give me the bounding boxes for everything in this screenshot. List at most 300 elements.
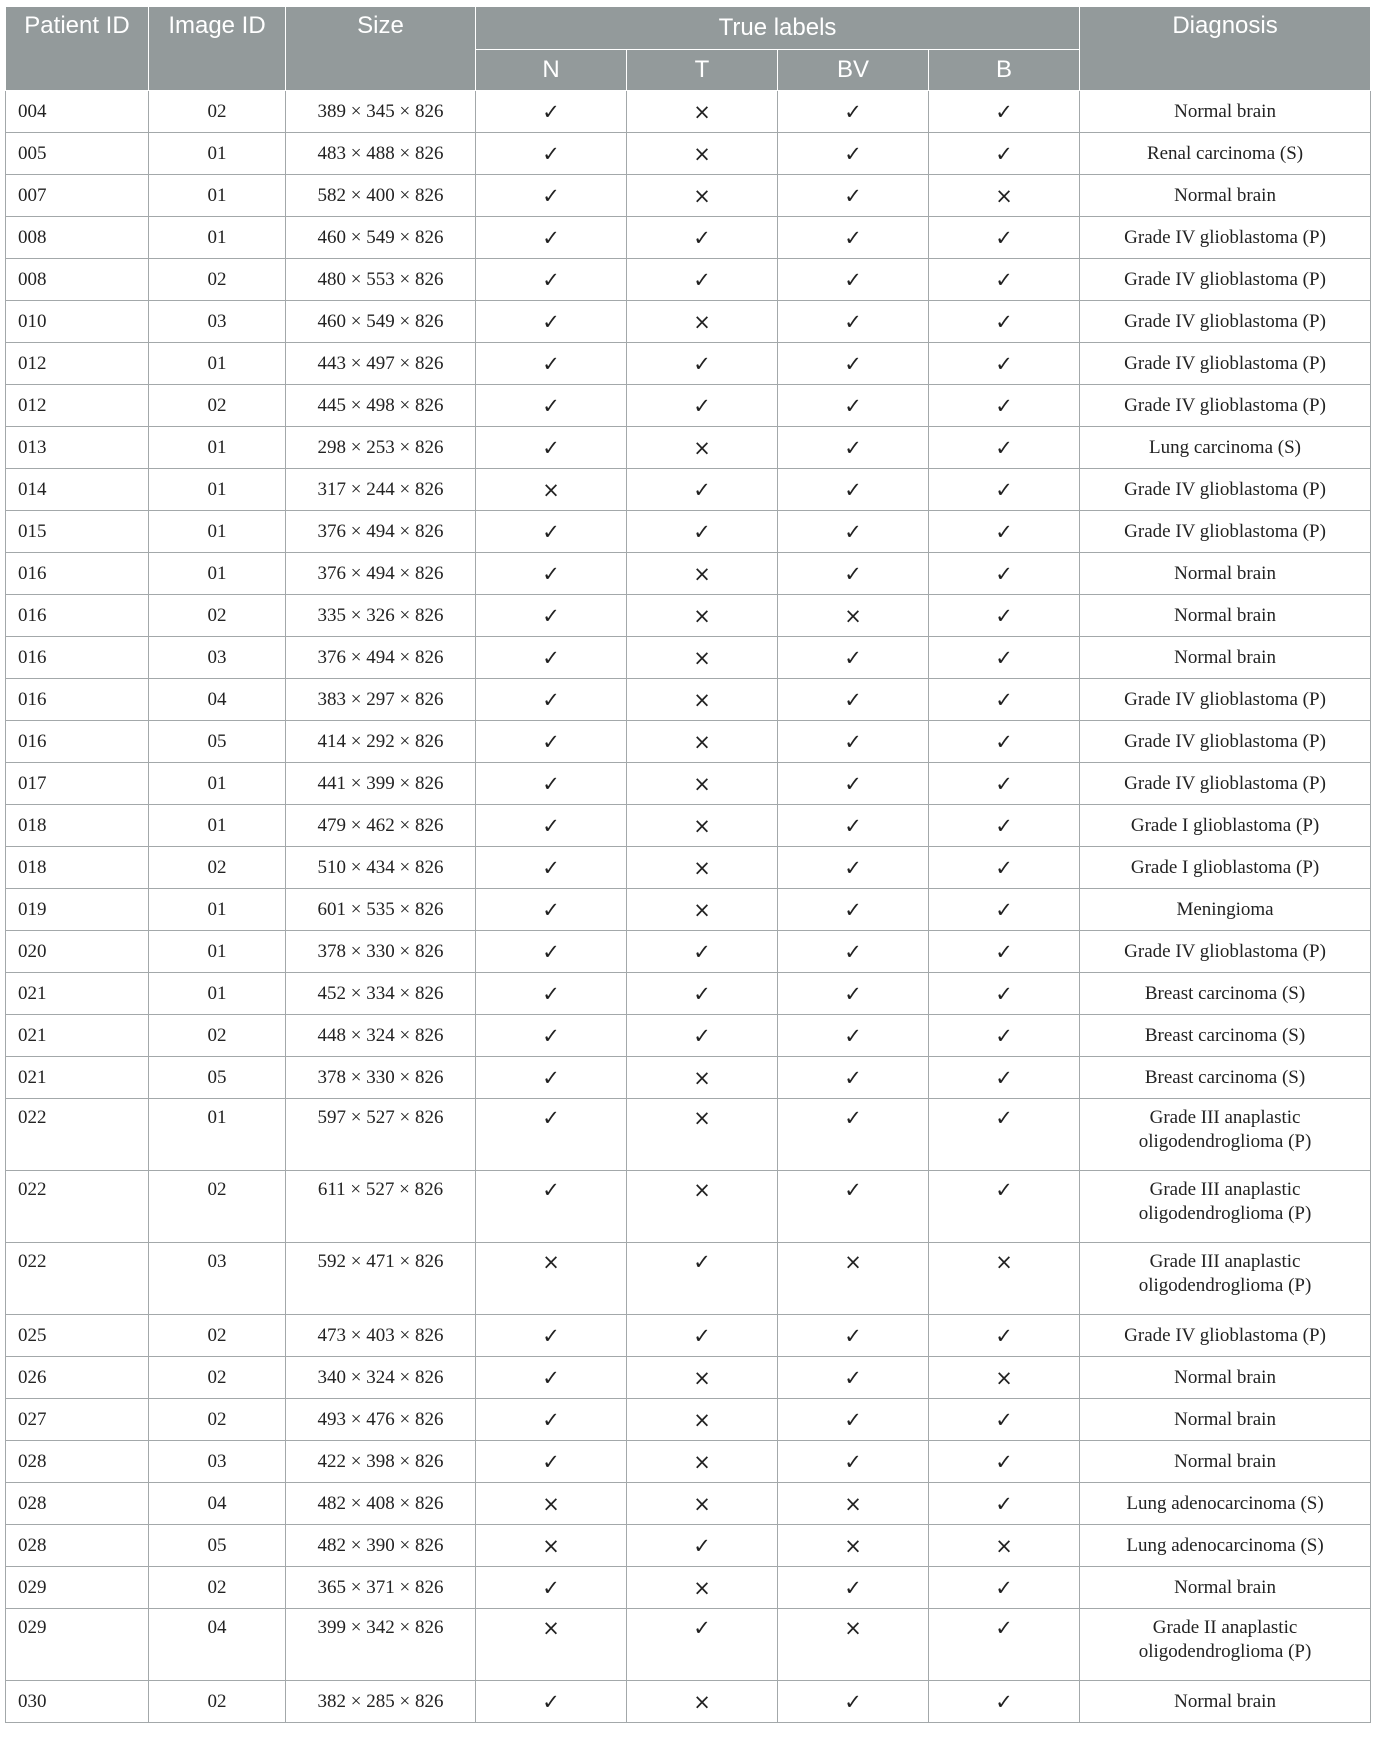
table-row bbox=[6, 805, 1371, 847]
patient-id-cell: 012 bbox=[6, 385, 149, 427]
label-b-cell: ✓ bbox=[929, 1171, 1080, 1243]
table-row bbox=[6, 133, 1371, 175]
patient-id-cell: 013 bbox=[6, 427, 149, 469]
table-row bbox=[6, 1243, 1371, 1315]
image-id-cell: 01 bbox=[149, 763, 286, 805]
diagnosis-text: Normal brain bbox=[1174, 562, 1276, 584]
diagnosis-cell bbox=[1080, 1681, 1371, 1723]
diagnosis-text: Grade IV glioblastoma (P) bbox=[1124, 268, 1326, 290]
label-t-cell: × bbox=[627, 133, 778, 175]
table-row bbox=[6, 511, 1371, 553]
size-cell: 376 × 494 × 826 bbox=[286, 637, 476, 679]
label-n-cell: × bbox=[476, 1483, 627, 1525]
patient-id-cell: 005 bbox=[6, 133, 149, 175]
label-n-cell: × bbox=[476, 469, 627, 511]
header-label-b: B bbox=[929, 50, 1080, 91]
patient-id-cell: 018 bbox=[6, 805, 149, 847]
patient-id-cell: 028 bbox=[6, 1441, 149, 1483]
table-row bbox=[6, 301, 1371, 343]
table-row bbox=[6, 469, 1371, 511]
diagnosis-text: Lung adenocarcinoma (S) bbox=[1126, 1534, 1324, 1556]
image-id-cell: 02 bbox=[149, 1399, 286, 1441]
table-row bbox=[6, 217, 1371, 259]
label-t-cell: × bbox=[627, 1567, 778, 1609]
diagnosis-text-line-2: oligodendroglioma (P) bbox=[1138, 1641, 1312, 1662]
image-id-cell: 05 bbox=[149, 1525, 286, 1567]
label-n-cell: ✓ bbox=[476, 763, 627, 805]
image-id-cell: 02 bbox=[149, 1681, 286, 1723]
diagnosis-text: Grade IV glioblastoma (P) bbox=[1124, 940, 1326, 962]
diagnosis-text: Grade IV glioblastoma (P) bbox=[1124, 352, 1326, 374]
header-size: Size bbox=[286, 7, 476, 91]
label-b-cell: ✓ bbox=[929, 259, 1080, 301]
patient-id-cell: 016 bbox=[6, 595, 149, 637]
diagnosis-cell bbox=[1080, 259, 1371, 301]
label-t-cell: ✓ bbox=[627, 1243, 778, 1315]
patient-id-cell: 015 bbox=[6, 511, 149, 553]
label-bv-cell: ✓ bbox=[778, 679, 929, 721]
patient-id-cell: 016 bbox=[6, 721, 149, 763]
patient-id-cell: 025 bbox=[6, 1315, 149, 1357]
label-n-cell: ✓ bbox=[476, 133, 627, 175]
diagnosis-text-line-2: oligodendroglioma (P) bbox=[1138, 1131, 1312, 1152]
diagnosis-cell bbox=[1080, 679, 1371, 721]
diagnosis-text-line-2: oligodendroglioma (P) bbox=[1138, 1275, 1312, 1296]
label-bv-cell: ✓ bbox=[778, 805, 929, 847]
label-b-cell: ✓ bbox=[929, 1609, 1080, 1681]
image-id-cell: 04 bbox=[149, 1609, 286, 1681]
table-row bbox=[6, 343, 1371, 385]
diagnosis-cell bbox=[1080, 427, 1371, 469]
diagnosis-cell bbox=[1080, 343, 1371, 385]
label-b-cell: ✓ bbox=[929, 1015, 1080, 1057]
diagnosis-text: Normal brain bbox=[1174, 1450, 1276, 1472]
patient-id-cell: 021 bbox=[6, 1015, 149, 1057]
diagnosis-text: Meningioma bbox=[1176, 898, 1274, 920]
size-cell: 378 × 330 × 826 bbox=[286, 931, 476, 973]
label-b-cell: ✓ bbox=[929, 469, 1080, 511]
label-n-cell: ✓ bbox=[476, 1399, 627, 1441]
image-id-cell: 02 bbox=[149, 1357, 286, 1399]
diagnosis-cell bbox=[1080, 301, 1371, 343]
table-row bbox=[6, 973, 1371, 1015]
label-n-cell: ✓ bbox=[476, 553, 627, 595]
label-b-cell: ✓ bbox=[929, 343, 1080, 385]
image-id-cell: 01 bbox=[149, 1099, 286, 1171]
table-row bbox=[6, 763, 1371, 805]
diagnosis-text: Grade III anaplastic bbox=[1149, 1179, 1301, 1200]
label-bv-cell: ✓ bbox=[778, 133, 929, 175]
patient-id-cell: 018 bbox=[6, 847, 149, 889]
diagnosis-text: Grade IV glioblastoma (P) bbox=[1124, 1324, 1326, 1346]
label-bv-cell: ✓ bbox=[778, 637, 929, 679]
label-t-cell: × bbox=[627, 91, 778, 133]
patient-id-cell: 014 bbox=[6, 469, 149, 511]
label-bv-cell: × bbox=[778, 1243, 929, 1315]
size-cell: 473 × 403 × 826 bbox=[286, 1315, 476, 1357]
table-row bbox=[6, 1357, 1371, 1399]
label-bv-cell: ✓ bbox=[778, 973, 929, 1015]
header-label-t: T bbox=[627, 50, 778, 91]
table-row bbox=[6, 1171, 1371, 1243]
label-bv-cell: ✓ bbox=[778, 1171, 929, 1243]
diagnosis-text: Breast carcinoma (S) bbox=[1144, 1066, 1306, 1088]
label-b-cell: ✓ bbox=[929, 973, 1080, 1015]
patient-id-cell: 026 bbox=[6, 1357, 149, 1399]
image-id-cell: 01 bbox=[149, 427, 286, 469]
label-t-cell: × bbox=[627, 847, 778, 889]
size-cell: 335 × 326 × 826 bbox=[286, 595, 476, 637]
patient-id-cell: 010 bbox=[6, 301, 149, 343]
table-row bbox=[6, 1015, 1371, 1057]
table-row bbox=[6, 847, 1371, 889]
label-n-cell: ✓ bbox=[476, 427, 627, 469]
label-bv-cell: × bbox=[778, 1609, 929, 1681]
label-bv-cell: ✓ bbox=[778, 763, 929, 805]
label-b-cell: ✓ bbox=[929, 679, 1080, 721]
size-cell: 389 × 345 × 826 bbox=[286, 91, 476, 133]
label-n-cell: ✓ bbox=[476, 973, 627, 1015]
label-t-cell: × bbox=[627, 427, 778, 469]
image-id-cell: 03 bbox=[149, 301, 286, 343]
diagnosis-text: Normal brain bbox=[1174, 1690, 1276, 1712]
diagnosis-text: Grade II anaplastic bbox=[1152, 1617, 1298, 1638]
patient-id-cell: 022 bbox=[6, 1171, 149, 1243]
label-bv-cell: ✓ bbox=[778, 301, 929, 343]
label-n-cell: ✓ bbox=[476, 805, 627, 847]
size-cell: 510 × 434 × 826 bbox=[286, 847, 476, 889]
size-cell: 382 × 285 × 826 bbox=[286, 1681, 476, 1723]
label-b-cell: ✓ bbox=[929, 595, 1080, 637]
diagnosis-text: Grade IV glioblastoma (P) bbox=[1124, 310, 1326, 332]
size-cell: 422 × 398 × 826 bbox=[286, 1441, 476, 1483]
image-id-cell: 03 bbox=[149, 1243, 286, 1315]
label-bv-cell: ✓ bbox=[778, 91, 929, 133]
header-label-n: N bbox=[476, 50, 627, 91]
label-bv-cell: ✓ bbox=[778, 889, 929, 931]
table-row bbox=[6, 637, 1371, 679]
patient-id-cell: 008 bbox=[6, 217, 149, 259]
label-b-cell: ✓ bbox=[929, 1681, 1080, 1723]
diagnosis-cell bbox=[1080, 889, 1371, 931]
label-t-cell: × bbox=[627, 553, 778, 595]
patient-id-cell: 007 bbox=[6, 175, 149, 217]
label-t-cell: × bbox=[627, 595, 778, 637]
label-n-cell: ✓ bbox=[476, 217, 627, 259]
diagnosis-text: Normal brain bbox=[1174, 1366, 1276, 1388]
size-cell: 482 × 408 × 826 bbox=[286, 1483, 476, 1525]
label-n-cell: ✓ bbox=[476, 931, 627, 973]
patient-id-cell: 028 bbox=[6, 1525, 149, 1567]
size-cell: 376 × 494 × 826 bbox=[286, 553, 476, 595]
label-n-cell: × bbox=[476, 1243, 627, 1315]
image-id-cell: 02 bbox=[149, 1171, 286, 1243]
diagnosis-cell bbox=[1080, 385, 1371, 427]
size-cell: 441 × 399 × 826 bbox=[286, 763, 476, 805]
label-t-cell: × bbox=[627, 1099, 778, 1171]
label-n-cell: ✓ bbox=[476, 595, 627, 637]
image-id-cell: 01 bbox=[149, 889, 286, 931]
label-bv-cell: × bbox=[778, 595, 929, 637]
diagnosis-cell bbox=[1080, 1099, 1371, 1171]
diagnosis-cell bbox=[1080, 721, 1371, 763]
label-bv-cell: ✓ bbox=[778, 1315, 929, 1357]
label-t-cell: ✓ bbox=[627, 1609, 778, 1681]
label-n-cell: ✓ bbox=[476, 385, 627, 427]
size-cell: 460 × 549 × 826 bbox=[286, 301, 476, 343]
label-n-cell: ✓ bbox=[476, 343, 627, 385]
label-t-cell: × bbox=[627, 301, 778, 343]
label-b-cell: ✓ bbox=[929, 721, 1080, 763]
diagnosis-cell bbox=[1080, 931, 1371, 973]
diagnosis-cell bbox=[1080, 1399, 1371, 1441]
patient-id-cell: 022 bbox=[6, 1243, 149, 1315]
diagnosis-text: Grade III anaplastic bbox=[1149, 1251, 1301, 1272]
size-cell: 452 × 334 × 826 bbox=[286, 973, 476, 1015]
label-b-cell: × bbox=[929, 1357, 1080, 1399]
label-n-cell: ✓ bbox=[476, 1099, 627, 1171]
patient-id-cell: 016 bbox=[6, 553, 149, 595]
label-b-cell: ✓ bbox=[929, 847, 1080, 889]
label-bv-cell: ✓ bbox=[778, 343, 929, 385]
label-n-cell: ✓ bbox=[476, 1681, 627, 1723]
label-t-cell: ✓ bbox=[627, 931, 778, 973]
image-id-cell: 04 bbox=[149, 1483, 286, 1525]
size-cell: 443 × 497 × 826 bbox=[286, 343, 476, 385]
diagnosis-cell bbox=[1080, 973, 1371, 1015]
table-row bbox=[6, 1681, 1371, 1723]
label-bv-cell: ✓ bbox=[778, 1567, 929, 1609]
label-t-cell: ✓ bbox=[627, 511, 778, 553]
diagnosis-cell bbox=[1080, 133, 1371, 175]
label-t-cell: ✓ bbox=[627, 973, 778, 1015]
label-b-cell: ✓ bbox=[929, 1441, 1080, 1483]
label-t-cell: × bbox=[627, 1399, 778, 1441]
diagnosis-text: Normal brain bbox=[1174, 604, 1276, 626]
patient-id-cell: 029 bbox=[6, 1609, 149, 1681]
image-id-cell: 01 bbox=[149, 973, 286, 1015]
label-t-cell: × bbox=[627, 1171, 778, 1243]
label-b-cell: ✓ bbox=[929, 637, 1080, 679]
diagnosis-text: Normal brain bbox=[1174, 1576, 1276, 1598]
patient-id-cell: 030 bbox=[6, 1681, 149, 1723]
label-b-cell: ✓ bbox=[929, 217, 1080, 259]
diagnosis-cell bbox=[1080, 1525, 1371, 1567]
label-bv-cell: ✓ bbox=[778, 847, 929, 889]
image-id-cell: 01 bbox=[149, 469, 286, 511]
image-id-cell: 03 bbox=[149, 637, 286, 679]
diagnosis-text: Normal brain bbox=[1174, 1408, 1276, 1430]
size-cell: 582 × 400 × 826 bbox=[286, 175, 476, 217]
diagnosis-text: Grade IV glioblastoma (P) bbox=[1124, 730, 1326, 752]
label-b-cell: ✓ bbox=[929, 805, 1080, 847]
image-id-cell: 04 bbox=[149, 679, 286, 721]
diagnosis-text: Grade IV glioblastoma (P) bbox=[1124, 688, 1326, 710]
image-id-cell: 02 bbox=[149, 847, 286, 889]
image-id-cell: 05 bbox=[149, 1057, 286, 1099]
label-bv-cell: ✓ bbox=[778, 721, 929, 763]
size-cell: 414 × 292 × 826 bbox=[286, 721, 476, 763]
label-bv-cell: ✓ bbox=[778, 553, 929, 595]
data-table bbox=[5, 6, 1371, 1723]
patient-id-cell: 021 bbox=[6, 973, 149, 1015]
image-id-cell: 02 bbox=[149, 1315, 286, 1357]
size-cell: 592 × 471 × 826 bbox=[286, 1243, 476, 1315]
label-b-cell: ✓ bbox=[929, 511, 1080, 553]
patient-id-cell: 017 bbox=[6, 763, 149, 805]
diagnosis-text: Grade IV glioblastoma (P) bbox=[1124, 772, 1326, 794]
size-cell: 479 × 462 × 826 bbox=[286, 805, 476, 847]
label-t-cell: × bbox=[627, 175, 778, 217]
header-diagnosis: Diagnosis bbox=[1080, 7, 1371, 91]
image-id-cell: 01 bbox=[149, 133, 286, 175]
table-header bbox=[6, 7, 1371, 91]
label-bv-cell: ✓ bbox=[778, 175, 929, 217]
size-cell: 482 × 390 × 826 bbox=[286, 1525, 476, 1567]
label-bv-cell: ✓ bbox=[778, 427, 929, 469]
label-bv-cell: ✓ bbox=[778, 1399, 929, 1441]
patient-id-cell: 022 bbox=[6, 1099, 149, 1171]
table-row bbox=[6, 931, 1371, 973]
diagnosis-cell bbox=[1080, 175, 1371, 217]
table-row bbox=[6, 595, 1371, 637]
patient-id-cell: 004 bbox=[6, 91, 149, 133]
label-n-cell: ✓ bbox=[476, 175, 627, 217]
label-n-cell: ✓ bbox=[476, 721, 627, 763]
diagnosis-text: Grade IV glioblastoma (P) bbox=[1124, 478, 1326, 500]
label-t-cell: × bbox=[627, 1057, 778, 1099]
label-n-cell: ✓ bbox=[476, 511, 627, 553]
image-id-cell: 02 bbox=[149, 385, 286, 427]
label-t-cell: × bbox=[627, 805, 778, 847]
label-bv-cell: ✓ bbox=[778, 217, 929, 259]
diagnosis-text: Breast carcinoma (S) bbox=[1144, 1024, 1306, 1046]
label-bv-cell: ✓ bbox=[778, 259, 929, 301]
label-t-cell: × bbox=[627, 763, 778, 805]
image-id-cell: 02 bbox=[149, 1015, 286, 1057]
image-id-cell: 01 bbox=[149, 553, 286, 595]
diagnosis-cell bbox=[1080, 1567, 1371, 1609]
diagnosis-text: Grade I glioblastoma (P) bbox=[1130, 814, 1320, 836]
diagnosis-cell bbox=[1080, 637, 1371, 679]
size-cell: 399 × 342 × 826 bbox=[286, 1609, 476, 1681]
label-b-cell: ✓ bbox=[929, 385, 1080, 427]
diagnosis-text: Grade IV glioblastoma (P) bbox=[1124, 394, 1326, 416]
header-image-id: Image ID bbox=[149, 7, 286, 91]
label-bv-cell: ✓ bbox=[778, 931, 929, 973]
table-row bbox=[6, 259, 1371, 301]
diagnosis-text: Grade IV glioblastoma (P) bbox=[1124, 226, 1326, 248]
diagnosis-cell bbox=[1080, 1315, 1371, 1357]
size-cell: 298 × 253 × 826 bbox=[286, 427, 476, 469]
table-row bbox=[6, 553, 1371, 595]
label-b-cell: ✓ bbox=[929, 1057, 1080, 1099]
label-n-cell: ✓ bbox=[476, 1567, 627, 1609]
label-bv-cell: ✓ bbox=[778, 1099, 929, 1171]
label-n-cell: ✓ bbox=[476, 91, 627, 133]
label-b-cell: × bbox=[929, 1525, 1080, 1567]
label-bv-cell: × bbox=[778, 1525, 929, 1567]
table-row bbox=[6, 679, 1371, 721]
size-cell: 383 × 297 × 826 bbox=[286, 679, 476, 721]
diagnosis-cell bbox=[1080, 1609, 1371, 1681]
image-id-cell: 05 bbox=[149, 721, 286, 763]
diagnosis-cell bbox=[1080, 217, 1371, 259]
label-bv-cell: ✓ bbox=[778, 1681, 929, 1723]
header-patient-id: Patient ID bbox=[6, 7, 149, 91]
label-n-cell: ✓ bbox=[476, 1057, 627, 1099]
size-cell: 460 × 549 × 826 bbox=[286, 217, 476, 259]
patient-id-cell: 020 bbox=[6, 931, 149, 973]
size-cell: 493 × 476 × 826 bbox=[286, 1399, 476, 1441]
table-row bbox=[6, 175, 1371, 217]
label-b-cell: ✓ bbox=[929, 301, 1080, 343]
diagnosis-text: Breast carcinoma (S) bbox=[1144, 982, 1306, 1004]
label-t-cell: × bbox=[627, 889, 778, 931]
size-cell: 597 × 527 × 826 bbox=[286, 1099, 476, 1171]
label-n-cell: ✓ bbox=[476, 679, 627, 721]
label-b-cell: ✓ bbox=[929, 553, 1080, 595]
label-n-cell: ✓ bbox=[476, 1357, 627, 1399]
label-b-cell: ✓ bbox=[929, 1099, 1080, 1171]
table-row bbox=[6, 889, 1371, 931]
header-true-labels: True labels bbox=[476, 7, 1080, 50]
image-id-cell: 02 bbox=[149, 91, 286, 133]
diagnosis-cell bbox=[1080, 763, 1371, 805]
diagnosis-text: Grade III anaplastic bbox=[1149, 1107, 1301, 1128]
image-id-cell: 01 bbox=[149, 217, 286, 259]
patient-id-cell: 028 bbox=[6, 1483, 149, 1525]
size-cell: 365 × 371 × 826 bbox=[286, 1567, 476, 1609]
label-bv-cell: × bbox=[778, 1483, 929, 1525]
diagnosis-cell bbox=[1080, 553, 1371, 595]
diagnosis-cell bbox=[1080, 469, 1371, 511]
diagnosis-text-line-2: oligodendroglioma (P) bbox=[1138, 1203, 1312, 1224]
diagnosis-cell bbox=[1080, 1483, 1371, 1525]
table-row bbox=[6, 1609, 1371, 1681]
image-id-cell: 02 bbox=[149, 595, 286, 637]
label-t-cell: ✓ bbox=[627, 217, 778, 259]
patient-id-cell: 016 bbox=[6, 637, 149, 679]
table-row bbox=[6, 1525, 1371, 1567]
diagnosis-cell bbox=[1080, 1015, 1371, 1057]
label-bv-cell: ✓ bbox=[778, 1357, 929, 1399]
label-t-cell: ✓ bbox=[627, 1525, 778, 1567]
table-body bbox=[6, 91, 1371, 1723]
image-id-cell: 01 bbox=[149, 511, 286, 553]
diagnosis-cell bbox=[1080, 847, 1371, 889]
label-t-cell: × bbox=[627, 721, 778, 763]
table-row bbox=[6, 1315, 1371, 1357]
label-t-cell: × bbox=[627, 1441, 778, 1483]
label-t-cell: × bbox=[627, 679, 778, 721]
size-cell: 340 × 324 × 826 bbox=[286, 1357, 476, 1399]
table-row bbox=[6, 721, 1371, 763]
label-bv-cell: ✓ bbox=[778, 469, 929, 511]
label-n-cell: × bbox=[476, 1525, 627, 1567]
table-row bbox=[6, 427, 1371, 469]
patient-id-cell: 008 bbox=[6, 259, 149, 301]
size-cell: 601 × 535 × 826 bbox=[286, 889, 476, 931]
label-t-cell: ✓ bbox=[627, 1015, 778, 1057]
label-t-cell: × bbox=[627, 1483, 778, 1525]
patient-id-cell: 029 bbox=[6, 1567, 149, 1609]
size-cell: 483 × 488 × 826 bbox=[286, 133, 476, 175]
table-row bbox=[6, 1099, 1371, 1171]
size-cell: 445 × 498 × 826 bbox=[286, 385, 476, 427]
image-id-cell: 01 bbox=[149, 931, 286, 973]
label-b-cell: ✓ bbox=[929, 427, 1080, 469]
